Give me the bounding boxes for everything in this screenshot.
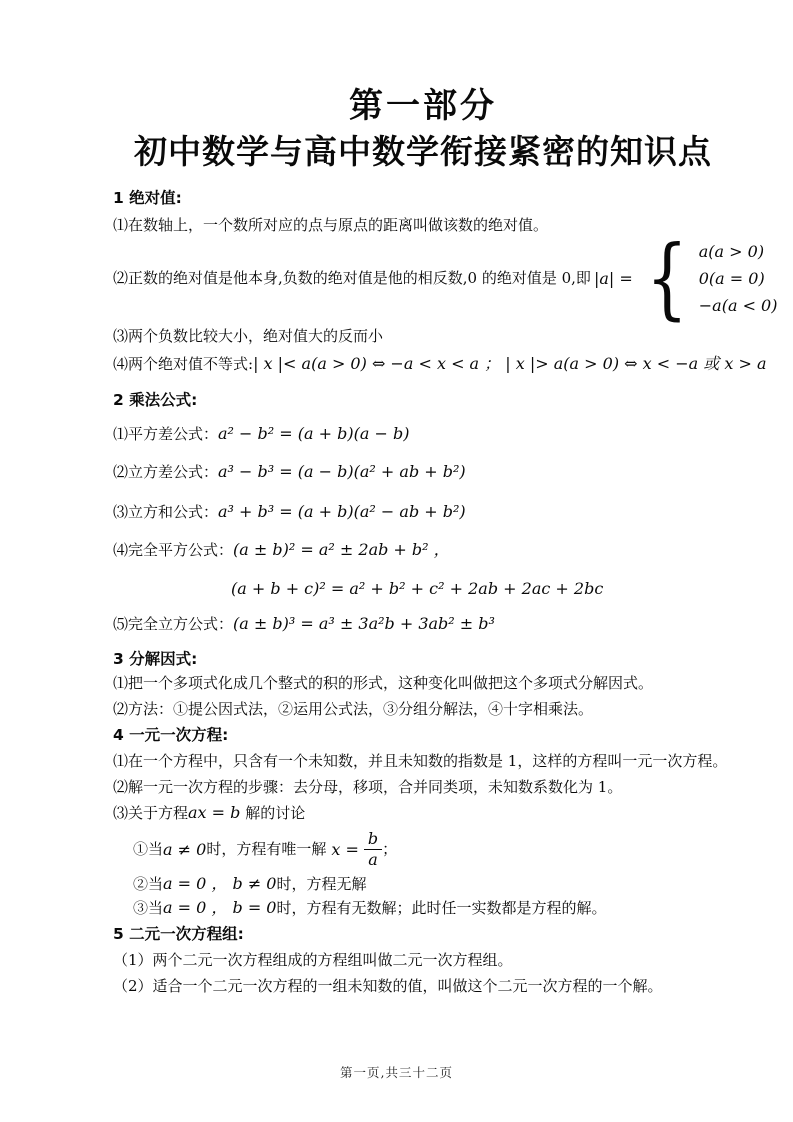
case1-mid: 时，方程有唯一解 (206, 840, 327, 858)
formula2-label: ⑵立方差公式： (113, 463, 219, 481)
fraction-denominator: a (368, 849, 378, 869)
formula4-label: ⑷完全平方公式： (113, 541, 234, 559)
section4-item3 (113, 803, 733, 823)
part-title: 第一部分 (349, 86, 497, 126)
left-brace: { (645, 226, 688, 329)
section1-item2 (113, 226, 778, 329)
formula-square-difference (113, 423, 733, 444)
main-title: 初中数学与高中数学衔接紧密的知识点 (134, 132, 712, 171)
case2-post: 时，方程无解 (276, 875, 367, 893)
formula5-expression: (a ± b)³ = a³ ± 3a²b + 3ab² ± b³ (233, 614, 495, 633)
case1-condition: a ≠ 0 (163, 839, 207, 859)
formula-trinomial-square (113, 579, 733, 598)
section4-item3-equation: ax = b (188, 803, 241, 822)
section3-item2: ⑵方法：①提公因式法，②运用公式法，③分组分解法，④十字相乘法。 (113, 700, 594, 718)
abs-lhs: |a| = (593, 268, 633, 288)
section1-item4-formula: | x |< a(a > 0) ⇔ −a < x < a ； | x |> a(a > 0) ⇔ x < −a 或 x > a (253, 354, 767, 373)
case-positive: a(a > 0) (698, 241, 765, 261)
section1-item3: ⑶两个负数比较大小，绝对值大的反而小 (113, 327, 384, 345)
formula1-expression: a² − b² = (a + b)(a − b) (218, 424, 410, 443)
case1-pre: ①当 (133, 840, 164, 858)
case2-pre: ②当 (133, 875, 164, 893)
formula2-expression: a³ − b³ = (a − b)(a² + ab + b²) (218, 462, 466, 481)
case2-condition: a = 0 ， b ≠ 0 (163, 874, 277, 893)
section3-heading: 3 分解因式: (113, 650, 198, 668)
section4-item1: ⑴在一个方程中，只含有一个未知数，并且未知数的指数是 1，这样的方程叫一元一次方程。 (113, 752, 728, 770)
fraction-b-over-a (364, 830, 382, 869)
section4-item2: ⑵解一元一次方程的步骤：去分母，移项，合并同类项，未知数系数化为 1。 (113, 778, 623, 796)
page-number-footer: 第一页,共三十二页 (340, 1065, 453, 1080)
section4-item3-post: 解的讨论 (245, 804, 306, 822)
formula-perfect-cube (113, 613, 733, 634)
section4-case1 (113, 827, 733, 871)
formula5-label: ⑸完全立方公式： (113, 615, 234, 633)
formula4-expression: (a ± b)² = a² ± 2ab + b² ， (233, 540, 450, 559)
section5-heading: 5 二元一次方程组: (113, 925, 244, 943)
section5-item1: （1）两个二元一次方程组成的方程组叫做二元一次方程组。 (113, 951, 513, 969)
case1-post: ； (382, 840, 398, 858)
absolute-value-formula (593, 226, 778, 329)
page-content (113, 0, 778, 996)
section4-item3-pre: ⑶关于方程 (113, 804, 189, 822)
formula3-expression: a³ + b³ = (a + b)(a² − ab + b²) (218, 502, 466, 521)
section1-item2-text: ⑵正数的绝对值是他本身,负数的绝对值是他的相反数,0 的绝对值是 0,即 (113, 269, 591, 287)
section1-item1: ⑴在数轴上，一个数所对应的点与原点的距离叫做该数的绝对值。 (113, 216, 549, 234)
formula3-label: ⑶立方和公式： (113, 503, 219, 521)
case3-post: 时，方程有无数解；此时任一实数都是方程的解。 (276, 899, 607, 917)
section1-item4 (113, 354, 767, 374)
formula1-label: ⑴平方差公式： (113, 425, 219, 443)
piecewise-cases (699, 238, 778, 319)
section2-heading: 2 乘法公式: (113, 391, 198, 409)
case-zero: 0(a = 0) (698, 268, 765, 288)
case1-solution-lhs: x = (331, 839, 359, 859)
formula-perfect-square (113, 537, 733, 560)
section4-heading: 4 一元一次方程: (113, 726, 229, 744)
formula-cube-difference (113, 461, 733, 482)
section1-item4-label: ⑷两个绝对值不等式: (113, 355, 254, 373)
formula4b-expression: (a + b + c)² = a² + b² + c² + 2ab + 2ac + 2bc (231, 579, 604, 598)
case-negative: −a(a < 0) (698, 295, 778, 315)
section3-item1: ⑴把一个多项式化成几个整式的积的形式，这种变化叫做把这个多项式分解因式。 (113, 674, 654, 692)
fraction-numerator: b (364, 830, 382, 850)
formula-cube-sum (113, 501, 733, 522)
case3-condition: a = 0 ， b = 0 (163, 898, 277, 917)
section4-case2 (113, 874, 733, 894)
case3-pre: ③当 (133, 899, 164, 917)
section5-item2: （2）适合一个二元一次方程的一组未知数的值，叫做这个二元一次方程的一个解。 (113, 977, 663, 995)
section4-case3 (113, 898, 733, 918)
section1-heading: 1 绝对值: (113, 189, 182, 207)
